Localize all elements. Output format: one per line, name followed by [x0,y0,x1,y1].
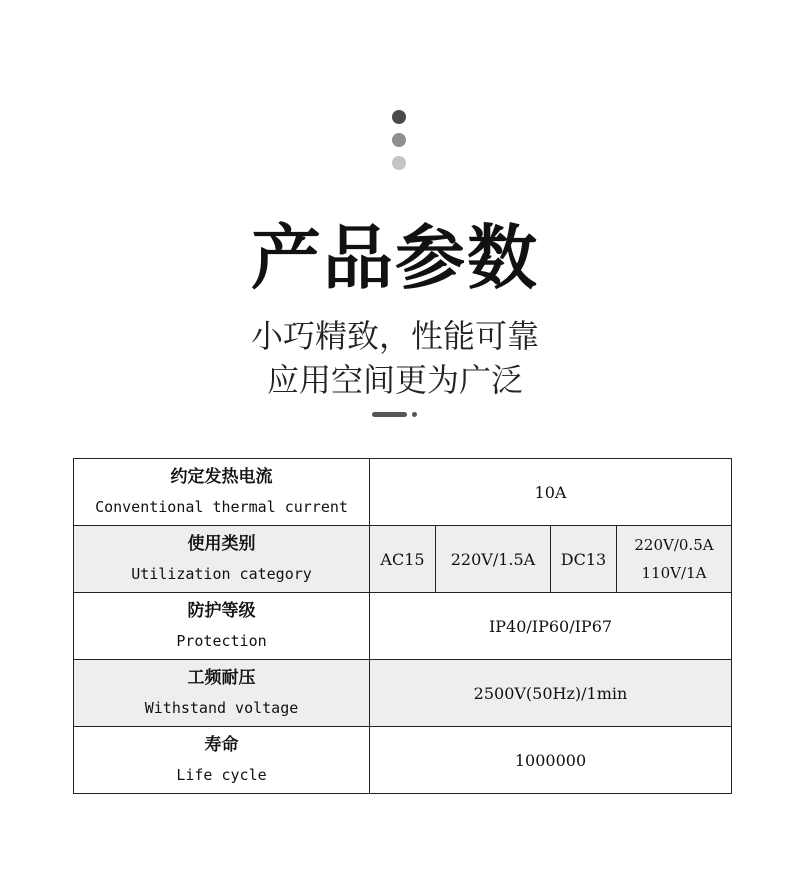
label-chinese: 防护等级 [187,601,256,621]
table-row-utilization [74,526,732,593]
value-cell-dc13-rating [617,526,732,593]
label-chinese: 寿命 [204,735,239,755]
label-chinese: 约定发热电流 [170,467,273,487]
table-row-withstand-voltage [74,660,732,727]
label-cell [74,660,370,727]
label-english: Withstand voltage [144,699,299,717]
label-cell [74,593,370,660]
dc13-rating-line-1: 220V/0.5A [634,536,714,554]
title-underline-dot [412,412,417,417]
dot-dark [392,110,406,124]
dc13-rating-line-2: 110V/1A [641,564,707,582]
label-cell [74,459,370,526]
value-cell-ac15-rating: 220V/1.5A [436,526,551,593]
label-chinese: 工频耐压 [187,668,256,688]
dot-light [392,156,406,170]
label-english: Protection [176,632,267,650]
spec-table [73,458,732,794]
label-english: Life cycle [176,766,267,784]
value-cell-dc13: DC13 [551,526,617,593]
subtitle-line-1: 小巧精致，性能可靠 [250,317,539,355]
table-row-life-cycle [74,727,732,794]
subtitle-line-2: 应用空间更为广泛 [266,361,523,399]
dot-medium [392,133,406,147]
table-row-protection [74,593,732,660]
title-underline-bar [372,412,407,417]
value-cell: IP40/IP60/IP67 [370,593,732,660]
label-cell [74,526,370,593]
label-cell [74,727,370,794]
table-row-thermal-current [74,459,732,526]
value-cell: 10A [370,459,732,526]
label-english: Conventional thermal current [95,498,348,516]
value-cell: 2500V(50Hz)/1min [370,660,732,727]
value-cell-ac15: AC15 [370,526,436,593]
label-chinese: 使用类别 [187,534,256,554]
value-cell: 1000000 [370,727,732,794]
decorative-dots [392,110,408,179]
page-title: 产品参数 [251,217,539,299]
label-english: Utilization category [131,565,312,583]
